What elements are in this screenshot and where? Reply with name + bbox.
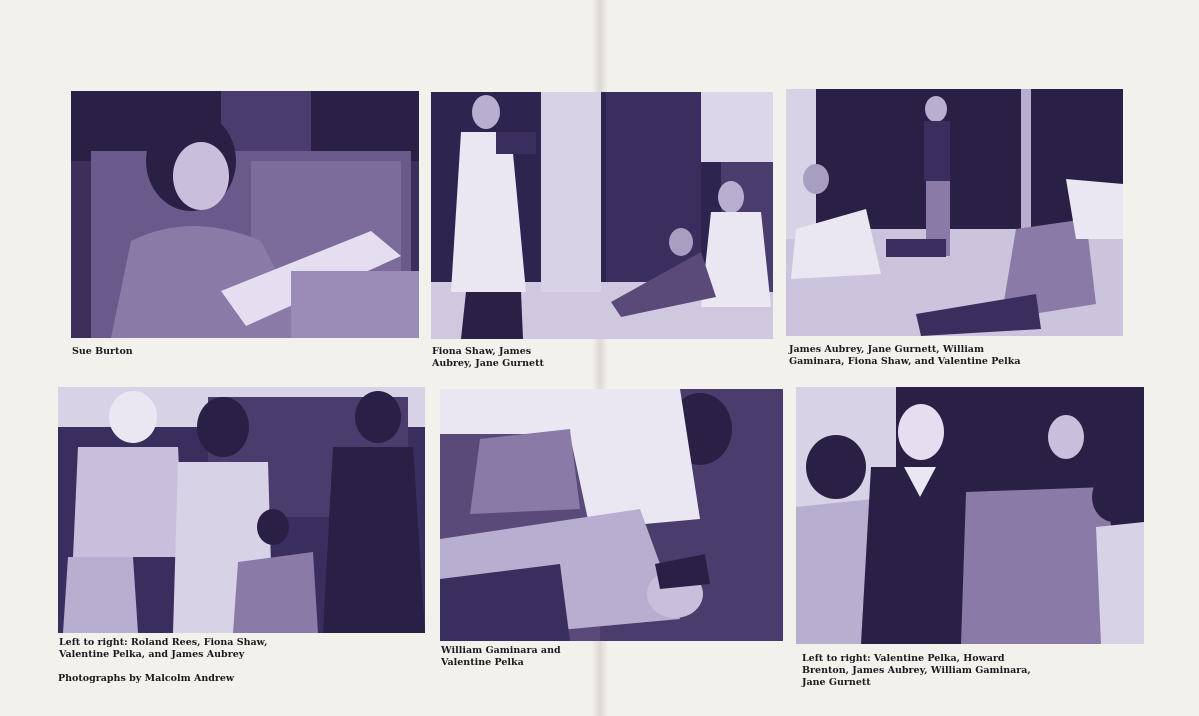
photo-struggle-scene: [440, 389, 783, 641]
photo-rehearsal-reading: [431, 92, 773, 339]
photo-sue-burton: [71, 91, 419, 338]
photo-caption: Sue Burton: [72, 346, 133, 357]
photo-credit: Photographs by Malcolm Andrew: [58, 673, 235, 684]
photo-group-floor: [786, 89, 1123, 336]
photo-caption: Fiona Shaw, James Aubrey, Jane Gurnett: [432, 346, 544, 369]
photo-caption: James Aubrey, Jane Gurnett, William Gaminara, Fiona Shaw, and Valentine Pelka: [789, 344, 1021, 367]
photo-wardrobe-group: [58, 387, 425, 633]
photo-caption: William Gaminara and Valentine Pelka: [441, 645, 561, 668]
photo-caption: Left to right: Valentine Pelka, Howard Brenton, James Aubrey, William Gaminara, Jane Gurnett: [802, 653, 1031, 688]
photo-group-laughing: [796, 387, 1144, 644]
photo-caption: Left to right: Roland Rees, Fiona Shaw, Valentine Pelka, and James Aubrey: [59, 637, 268, 660]
